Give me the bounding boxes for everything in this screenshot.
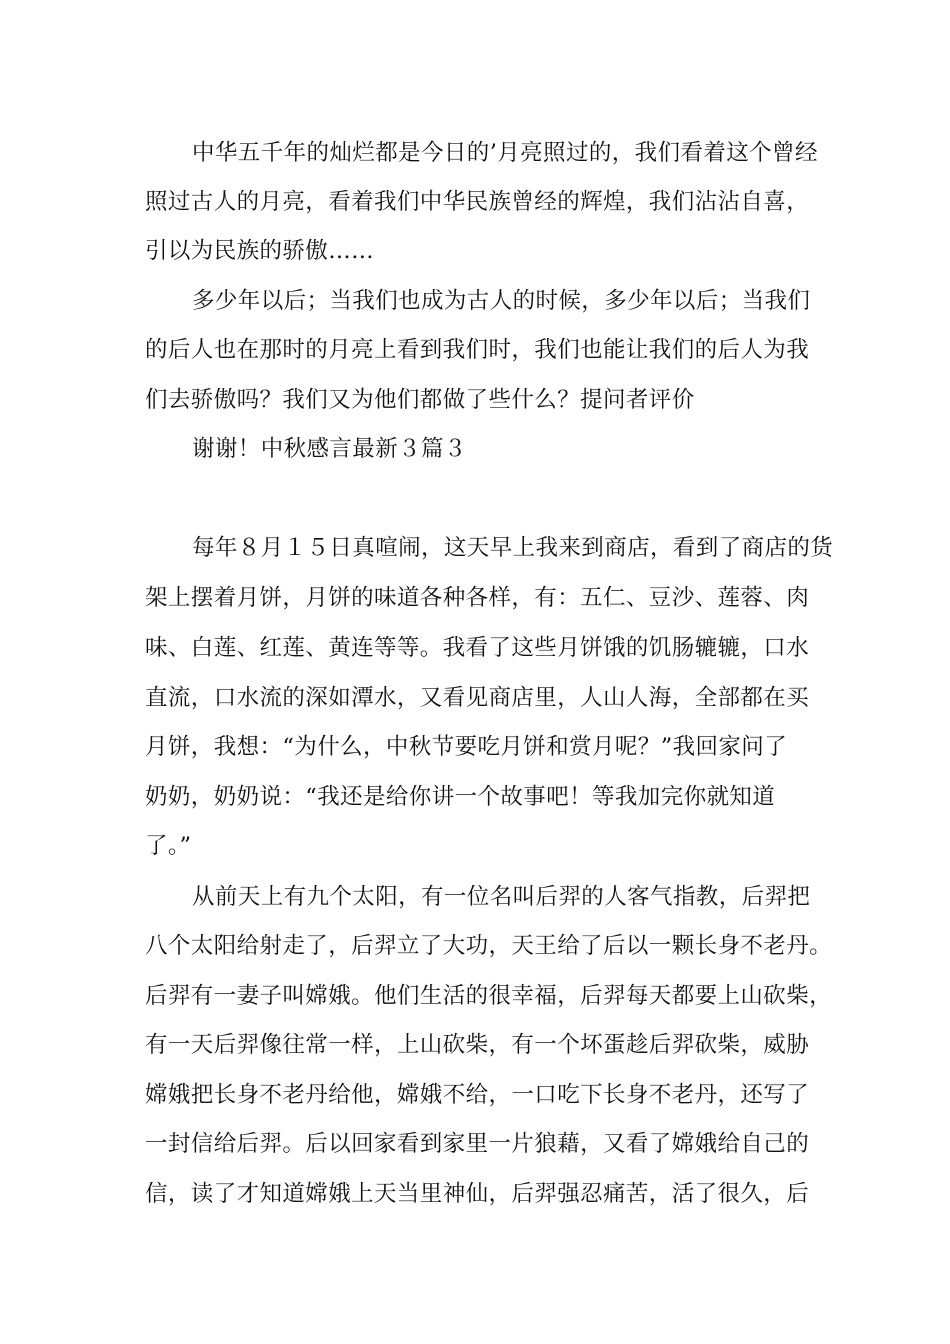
text-line: 奶奶，奶奶说：“我还是给你讲一个故事吧！等我加完你就知道 [145, 784, 776, 810]
text-line: 有一天后羿像往常一样，上山砍柴，有一个坏蛋趁后羿砍柴，威胁 [145, 1032, 810, 1058]
text-line: 架上摆着月饼，月饼的味道各种各样，有：五仁、豆沙、莲蓉、肉 [145, 585, 810, 611]
text-line: 每年８月１５日真喧闹，这天早上我来到商店，看到了商店的货 [192, 535, 834, 561]
text-line: 八个太阳给射走了，后羿立了大功，天王给了后以一颗长身不老丹。 [145, 933, 833, 959]
text-line: 们去骄傲吗？我们又为他们都做了些什么？提问者评价 [145, 387, 695, 413]
section-heading: 谢谢！中秋感言最新３篇３ [192, 436, 467, 462]
text-line: 引以为民族的骄傲…… [145, 238, 375, 264]
text-line: 味、白莲、红莲、黄连等等。我看了这些月饼饿的饥肠辘辘，口水 [145, 635, 810, 661]
text-line: 后羿有一妻子叫嫦娥。他们生活的很幸福，后羿每天都要上山砍柴， [145, 983, 833, 1009]
text-line: 从前天上有九个太阳，有一位名叫后羿的人客气指教，后羿把 [192, 884, 811, 910]
text-line: 中华五千年的灿烂都是今日的’月亮照过的，我们看着这个曾经 [192, 140, 818, 166]
text-line: 信，读了才知道嫦娥上天当里神仙，后羿强忍痛苦，活了很久，后 [145, 1181, 810, 1207]
text-line: 的后人也在那时的月亮上看到我们时，我们也能让我们的后人为我 [145, 337, 810, 363]
text-line: 嫦娥把长身不老丹给他，嫦娥不给，一口吃下长身不老丹，还写了 [145, 1082, 810, 1108]
text-line: 了。” [145, 833, 192, 859]
text-line: 直流，口水流的深如潭水，又看见商店里，人山人海，全部都在买 [145, 685, 810, 711]
text-line: 照过古人的月亮，看着我们中华民族曾经的辉煌，我们沾沾自喜， [145, 189, 810, 215]
text-line: 一封信给后羿。后以回家看到家里一片狼藉，又看了嫦娥给自己的 [145, 1131, 810, 1157]
text-line: 月饼，我想：“为什么，中秋节要吃月饼和赏月呢？”我回家问了 [145, 734, 788, 760]
text-line: 多少年以后；当我们也成为古人的时候，多少年以后；当我们 [192, 288, 811, 314]
